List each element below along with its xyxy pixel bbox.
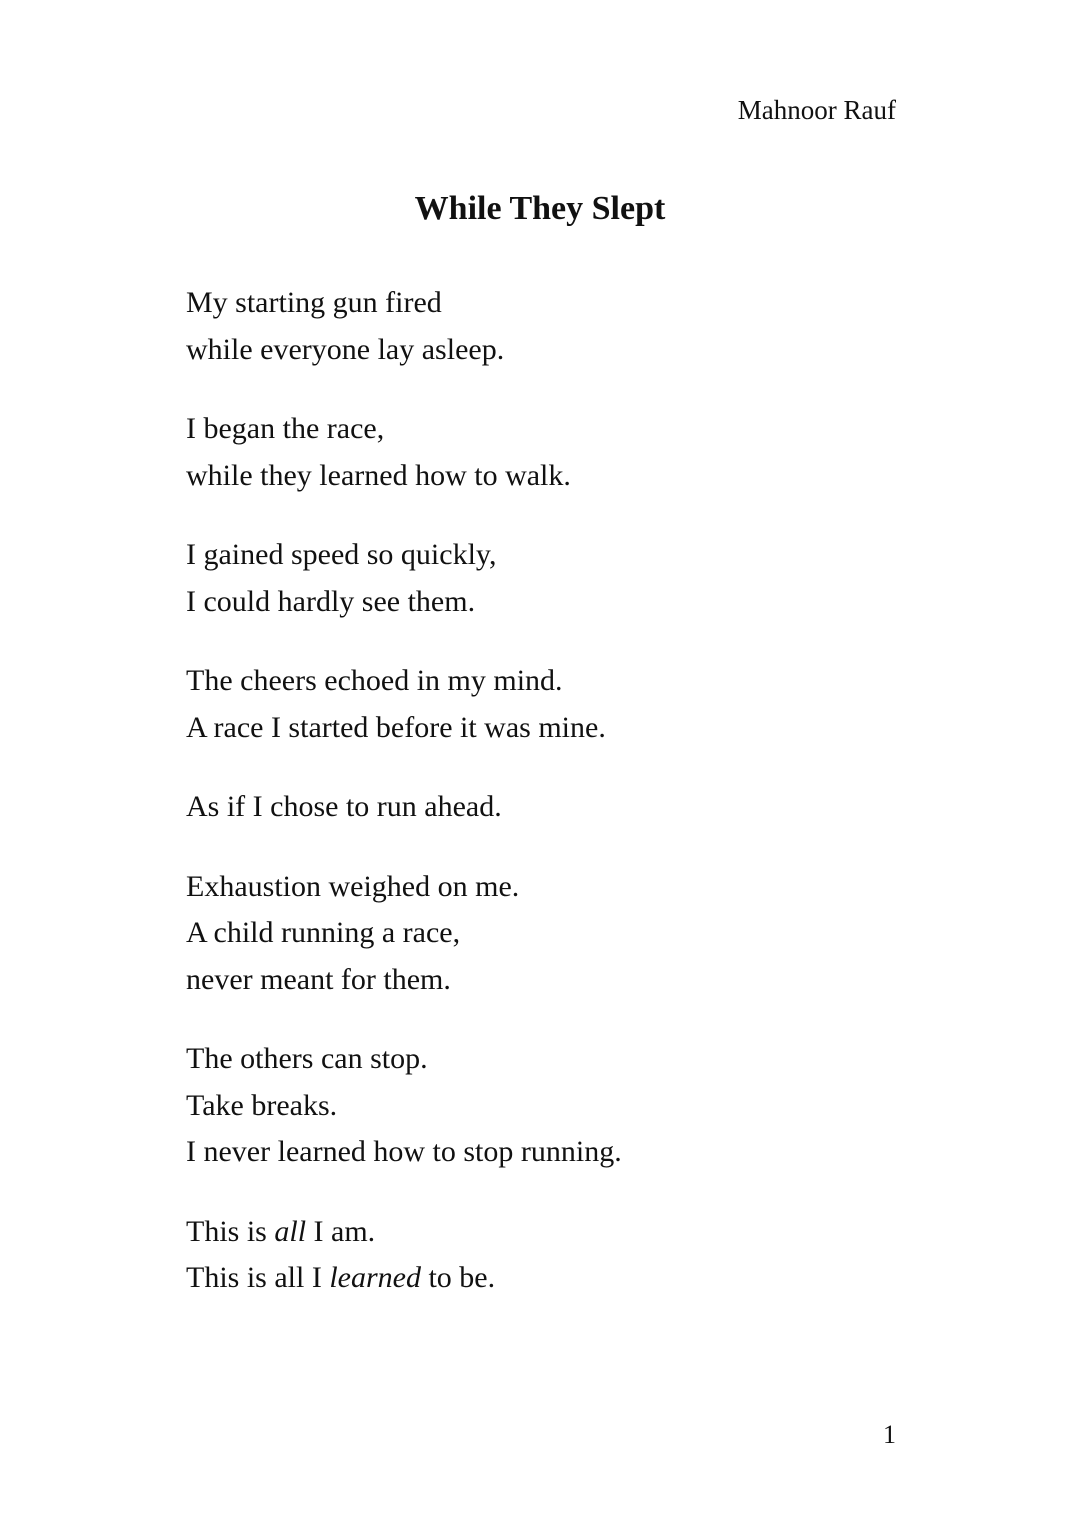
poem-line: I never learned how to stop running. xyxy=(186,1135,622,1168)
poem-title: While They Slept xyxy=(414,190,666,227)
poem-line: Take breaks. xyxy=(186,1088,338,1122)
stanza xyxy=(186,1209,906,1302)
poem-line: never meant for them. xyxy=(186,962,451,996)
poem-line: My starting gun fired xyxy=(186,286,442,319)
emphasis-text: all xyxy=(274,1214,307,1248)
poem-line: I could hardly see them. xyxy=(186,584,476,618)
poem-line: Exhaustion weighed on me. xyxy=(186,869,520,903)
poem-line xyxy=(186,1255,906,1302)
page-number: 1 xyxy=(883,1420,896,1449)
line-text: This is all I xyxy=(186,1261,330,1294)
stanza xyxy=(186,864,906,1004)
stanza xyxy=(186,784,906,831)
emphasis-text: learned xyxy=(329,1261,421,1294)
poem-line: The others can stop. xyxy=(186,1042,428,1075)
line-text: This is xyxy=(186,1214,275,1248)
line-text: I am. xyxy=(306,1214,376,1248)
poem-line: A child running a race, xyxy=(186,916,461,949)
line-text: to be. xyxy=(420,1261,496,1294)
poem-line: As if I chose to run ahead. xyxy=(186,790,502,823)
stanza xyxy=(186,658,906,751)
stanza xyxy=(186,406,906,499)
poem-line: The cheers echoed in my mind. xyxy=(186,664,563,697)
poem-line: I began the race, xyxy=(186,412,385,445)
stanza xyxy=(186,532,906,625)
poem-line: while they learned how to walk. xyxy=(186,458,571,492)
stanza xyxy=(186,1036,906,1176)
stanza xyxy=(186,280,906,373)
poem-line xyxy=(186,1209,906,1256)
author-name: Mahnoor Rauf xyxy=(737,95,896,125)
poem-line: I gained speed so quickly, xyxy=(186,538,497,571)
poem-line: while everyone lay asleep. xyxy=(186,332,505,366)
poem-line: A race I started before it was mine. xyxy=(186,710,606,744)
poem-body xyxy=(186,280,906,1335)
